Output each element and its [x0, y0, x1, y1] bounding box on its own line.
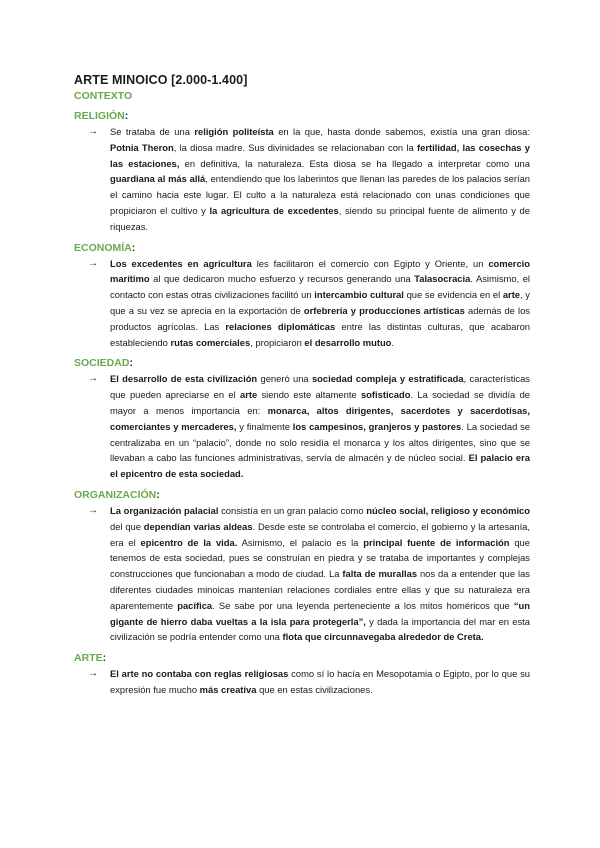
section-heading-colon: :: [131, 241, 136, 254]
text-run: . La sociedad se dividía de mayor a menos importancia en:: [110, 389, 530, 416]
bold-text: flota que circunnavegaba alrededor de Creta.: [282, 631, 484, 643]
section-heading-colon: :: [156, 488, 160, 501]
text-run: . Se sabe por una leyenda perteneciente a los mitos homéricos que: [212, 599, 514, 611]
bold-text: orfebrería y producciones artísticas: [303, 304, 465, 316]
bold-text: falta de murallas: [342, 568, 418, 580]
section-paragraph: [74, 124, 530, 235]
text-run: , y que a su vez se aprecia en la exportación de: [110, 289, 530, 316]
bold-text: el desarrollo mutuo: [304, 336, 392, 348]
bold-text: El arte no contaba con reglas religiosas: [110, 668, 289, 680]
sections-container: [74, 109, 530, 698]
section-heading-text: SOCIEDAD: [74, 357, 130, 370]
section-paragraph: [74, 503, 530, 645]
bold-text: intercambio cultural: [314, 289, 404, 301]
section-heading-text: ECONOMÍA: [74, 241, 132, 254]
text-run: Se trataba de una: [110, 126, 195, 137]
bold-text: Los excedentes en agricultura: [110, 257, 252, 269]
bold-text: Talasocracia: [414, 273, 471, 285]
bold-text: rutas comerciales: [170, 336, 251, 348]
text-run: . Desde este se controlaba el comercio, el gobierno y la artesanía, era el: [110, 520, 530, 548]
bold-text: religión politeísta: [194, 126, 274, 137]
section-heading-economía: [74, 241, 530, 255]
text-run: , propiciaron: [250, 336, 305, 348]
bold-text: dependían varias aldeas: [143, 520, 253, 532]
bold-text: La organización palacial: [110, 504, 219, 516]
section-heading-text: RELIGIÓN: [74, 110, 125, 122]
bold-text: núcleo social, religioso y económico: [366, 504, 530, 516]
text-run: y finalmente: [236, 420, 293, 432]
text-run: y dada la importancia del mar en esta civilización se podría entender como una: [110, 615, 530, 643]
bold-text: la agricultura de excedentes: [209, 204, 339, 216]
bold-text: El desarrollo de esta civilización: [110, 373, 258, 385]
text-run: . Asimismo, el contacto con estas otras civilizaciones facilitó un: [110, 273, 530, 301]
document-subtitle: CONTEXTO: [74, 90, 133, 102]
arrow-right-icon: →: [88, 504, 98, 516]
text-run: además de los productos agrícolas. Las: [110, 304, 530, 332]
bold-text: epicentro de la vida.: [140, 536, 238, 548]
section-heading-colon: :: [129, 357, 133, 370]
text-run: generó una: [257, 373, 312, 385]
text-run: . La sociedad se centralizaba en un “palacio”, donde no solo residía el monarca y los altos dirigentes, sino que se llevaban a cabo las funciones administrativas, servía de almacén y de núcleo social.: [110, 420, 531, 464]
text-run: que se evidencia en el: [403, 289, 503, 301]
section-heading-sociedad: [74, 356, 530, 370]
bold-text: relaciones diplomáticas: [225, 320, 336, 332]
bold-text: comercio marítimo: [110, 257, 530, 285]
text-run: .: [391, 336, 395, 348]
document-page: [74, 72, 530, 698]
bold-text: fertilidad, las cosechas y las estaciones,: [110, 141, 530, 169]
bold-text: arte: [239, 389, 258, 401]
section-heading-colon: :: [124, 110, 129, 122]
section-heading-organización: [74, 488, 530, 502]
bold-text: El palacio era el epicentro de esta sociedad.: [110, 452, 530, 480]
bold-text: guardiana al más allá: [110, 173, 206, 185]
text-run: en definitiva, la naturaleza. Esta diosa se ha llegado a interpretar como una: [179, 157, 530, 169]
text-run: , entendiendo que los laberintos que llenan las paredes de los palacios serían el camino hacia este lugar. El culto a la naturaleza está relacionado con unas condiciones que propiciaron el cultivo y: [110, 173, 531, 216]
section-heading-arte: [74, 651, 530, 665]
arrow-right-icon: →: [88, 126, 98, 137]
bold-text: “un gigante de hierro daba vueltas a la isla para protegerla”,: [110, 599, 530, 627]
section-paragraph: [74, 666, 530, 698]
bold-text: pacífica: [177, 599, 213, 611]
text-run: nos da a entender que las diferentes ciudades minoicas mantenían relaciones cordiales entre ellas y que su naturaleza era aparentemente: [110, 568, 530, 611]
text-run: entre las distintas culturas, que acabaron estableciendo: [110, 320, 531, 348]
arrow-right-icon: →: [88, 668, 98, 680]
text-run: , la diosa madre. Sus divinidades se relacionaban con la: [173, 141, 417, 153]
text-run: en la que, hasta donde sabemos, existía una gran diosa:: [273, 126, 530, 137]
text-run: al que dedicaron mucho esfuerzo y recursos generando una: [149, 273, 415, 285]
section-paragraph: [74, 371, 530, 482]
bold-text: monarca, altos dirigentes, sacerdotes y sacerdotisas, comerciantes y mercaderes,: [110, 404, 530, 432]
text-run: les facilitaron el comercio con Egipto y Oriente, un: [251, 257, 489, 269]
section-heading-text: ARTE: [74, 652, 103, 665]
text-run: , siendo su principal fuente de alimento y de riquezas.: [110, 204, 530, 232]
arrow-right-icon: →: [88, 373, 98, 385]
text-run: del que: [110, 520, 144, 532]
section-heading-text: ORGANIZACIÓN: [74, 488, 157, 501]
bold-text: Potnia Theron: [110, 141, 174, 153]
text-run: Asimismo, el palacio es la: [237, 536, 364, 548]
bold-text: más creativa: [199, 683, 257, 695]
bold-text: sociedad compleja y estratificada: [311, 373, 464, 385]
document-title: ARTE MINOICO [2.000-1.400]: [74, 73, 248, 87]
section-heading-colon: :: [102, 652, 107, 665]
text-run: consistía en un gran palacio como: [218, 504, 367, 516]
bold-text: principal fuente de información: [363, 536, 510, 548]
arrow-right-icon: →: [88, 257, 98, 269]
bold-text: sofisticado: [360, 389, 411, 401]
text-run: siendo este altamente: [257, 389, 361, 401]
bold-text: arte: [502, 289, 521, 301]
section-heading-religión: [74, 109, 530, 123]
text-run: , características que pueden apreciarse en el: [110, 373, 530, 401]
bold-text: los campesinos, granjeros y pastores: [292, 420, 462, 432]
text-run: que tenemos de esta sociedad, pues se construían en piedra y se trataba de importantes y complejas construcciones que funcionaban a modo de ciudad. La: [110, 536, 530, 580]
section-paragraph: [74, 256, 530, 351]
text-run: como sí lo hacía en Mesopotamia o Egipto, por lo que su expresión fue mucho: [110, 668, 530, 695]
text-run: que en estas civilizaciones.: [256, 683, 373, 695]
